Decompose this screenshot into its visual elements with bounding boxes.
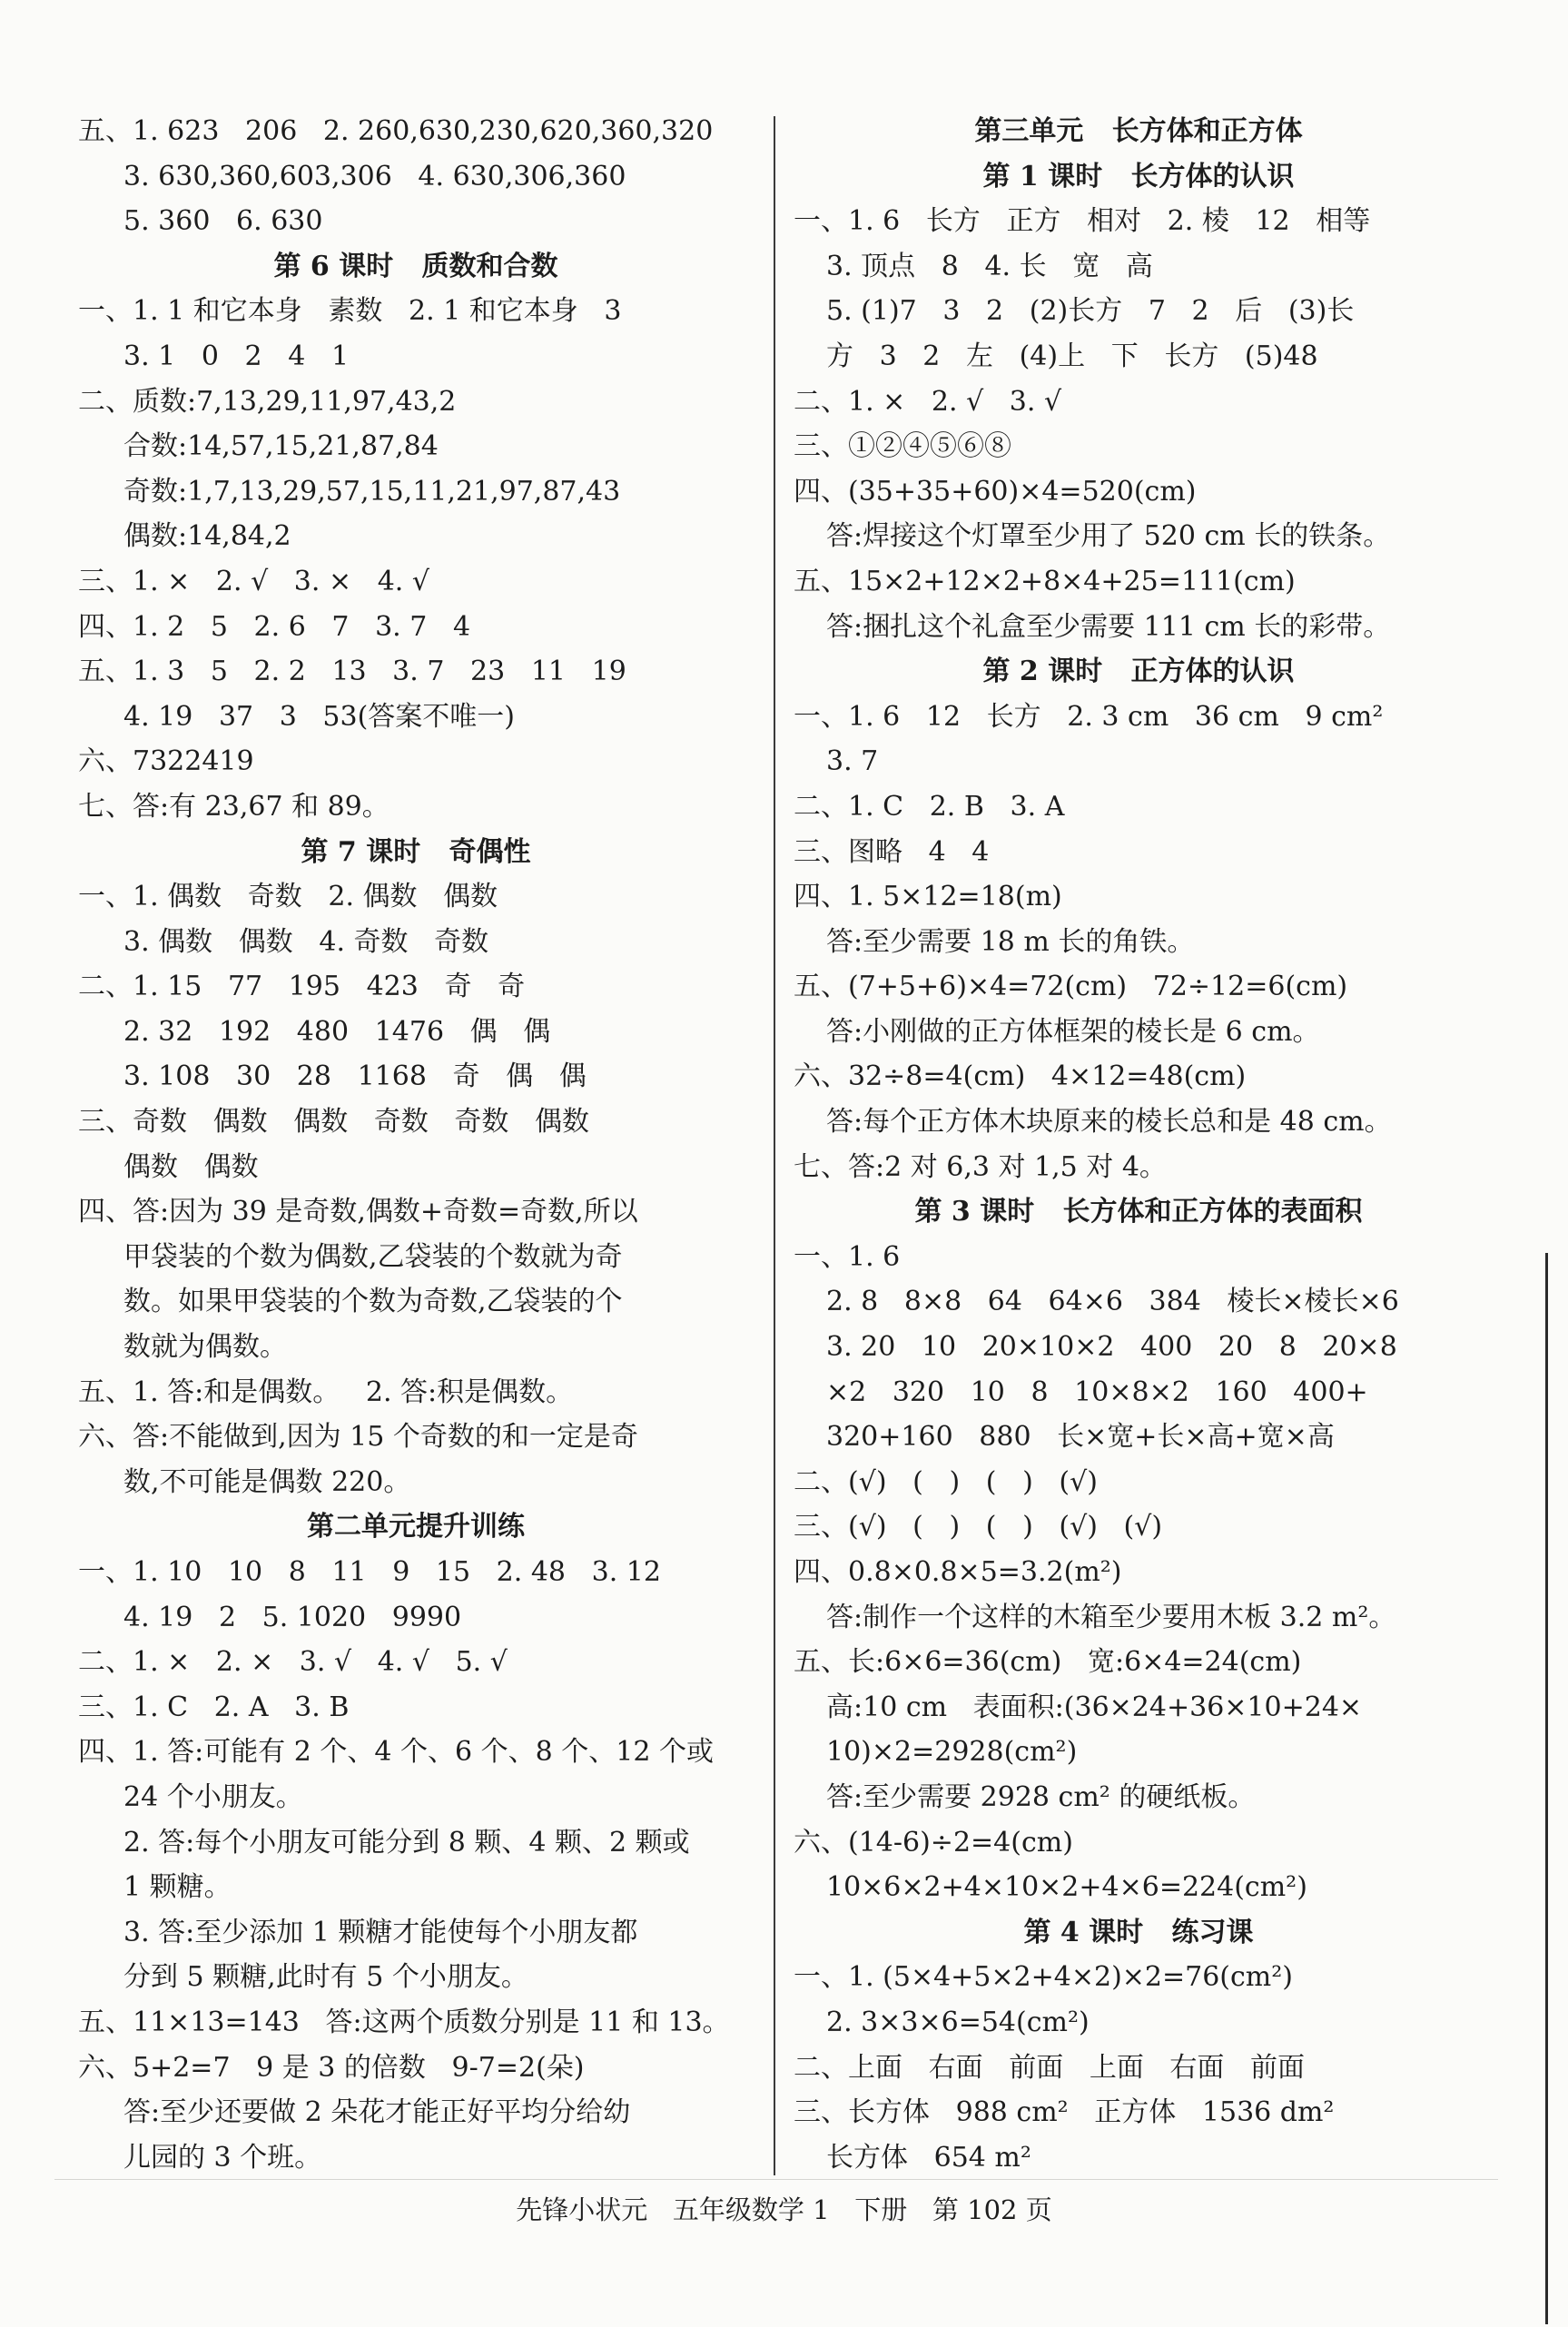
answer-line: 甲袋装的个数为偶数,乙袋装的个数就为奇 [123, 1240, 623, 1273]
answer-line: 奇数:1,7,13,29,57,15,11,21,97,87,43 [123, 475, 621, 508]
answer-line: 六、5+2=7 9 是 3 的倍数 9-7=2(朵) [78, 2051, 585, 2084]
footer-rule [54, 2179, 1498, 2180]
answer-line: 二、1. C 2. B 3. A [794, 790, 1065, 823]
answer-line: 5. (1)7 3 2 (2)长方 7 2 后 (3)长 [826, 295, 1355, 328]
answer-line: 五、1. 623 206 2. 260,630,230,620,360,320 [78, 115, 714, 147]
answer-line: 三、图略 4 4 [794, 835, 990, 868]
answer-line: 六、32÷8=4(cm) 4×12=48(cm) [794, 1060, 1247, 1093]
answer-line: 三、1. C 2. A 3. B [78, 1691, 350, 1723]
answer-line: 答:至少需要 18 m 长的角铁。 [826, 925, 1195, 958]
answer-line: 24 个小朋友。 [123, 1780, 303, 1813]
answer-line: 一、1. (5×4+5×2+4×2)×2=76(cm²) [794, 1961, 1293, 1994]
answer-line: 4. 19 37 3 53(答案不唯一) [123, 700, 516, 733]
answer-line: 三、长方体 988 cm² 正方体 1536 dm² [794, 2096, 1335, 2129]
right-column [794, 109, 1484, 2180]
page-footer: 先锋小状元 五年级数学 1 下册 第 102 页 [516, 2194, 1052, 2225]
answer-line: 3. 1 0 2 4 1 [123, 340, 350, 372]
answer-line: 偶数:14,84,2 [123, 520, 291, 553]
answer-line: 4. 19 2 5. 1020 9990 [123, 1601, 462, 1633]
answer-line: 2. 答:每个小朋友可能分到 8 颗、4 颗、2 颗或 [123, 1826, 690, 1859]
answer-line: 2. 3×3×6=54(cm²) [826, 2006, 1090, 2038]
answer-line: 方 3 2 左 (4)上 下 长方 (5)48 [826, 340, 1318, 372]
answer-line: 四、0.8×0.8×5=3.2(m²) [794, 1556, 1122, 1588]
answer-line: 五、15×2+12×2+8×4+25=111(cm) [794, 565, 1296, 597]
answer-line: 10×6×2+4×10×2+4×6=224(cm²) [826, 1871, 1307, 1904]
answer-line: 3. 7 [826, 745, 879, 778]
answer-line: 一、1. 6 [794, 1240, 901, 1273]
answer-line: 五、1. 3 5 2. 2 13 3. 7 23 11 19 [78, 656, 626, 688]
page-edge-mark [1545, 1253, 1548, 2324]
answer-line: 答:至少需要 2928 cm² 的硬纸板。 [826, 1780, 1256, 1813]
answer-line: 三、1. × 2. √ 3. × 4. √ [78, 565, 429, 597]
answer-line: 二、1. × 2. √ 3. √ [794, 385, 1062, 418]
answer-line: 偶数 偶数 [123, 1150, 259, 1183]
section-heading: 第 3 课时 长方体和正方体的表面积 [914, 1196, 1363, 1228]
answer-line: 答:至少还要做 2 朵花才能正好平均分给幼 [123, 2096, 631, 2129]
answer-line: 合数:14,57,15,21,87,84 [123, 430, 439, 463]
answer-line: 数,不可能是偶数 220。 [123, 1465, 411, 1498]
answer-line: 四、1. 2 5 2. 6 7 3. 7 4 [78, 610, 471, 643]
answer-line: 3. 顶点 8 4. 长 宽 高 [826, 250, 1153, 282]
section-heading: 第二单元提升训练 [307, 1511, 525, 1543]
answer-line: 四、1. 5×12=18(m) [794, 881, 1062, 913]
answer-line: 一、1. 6 长方 正方 相对 2. 棱 12 相等 [794, 205, 1371, 238]
section-heading: 第 7 课时 奇偶性 [301, 835, 531, 868]
answer-line: 长方体 654 m² [826, 2141, 1031, 2174]
answer-line: 二、1. 15 77 195 423 奇 奇 [78, 971, 526, 1003]
section-heading: 第三单元 长方体和正方体 [974, 115, 1303, 147]
answer-line: 答:每个正方体木块原来的棱长总和是 48 cm。 [826, 1106, 1392, 1139]
answer-line: 2. 8 8×8 64 64×6 384 棱长×棱长×6 [826, 1286, 1399, 1318]
answer-line: 3. 偶数 偶数 4. 奇数 奇数 [123, 925, 489, 958]
answer-line: 10)×2=2928(cm²) [826, 1736, 1078, 1769]
answer-line: ×2 320 10 8 10×8×2 160 400+ [826, 1375, 1368, 1408]
answer-line: 5. 360 6. 630 [123, 205, 323, 238]
answer-line: 六、(14-6)÷2=4(cm) [794, 1826, 1073, 1859]
answer-line: 答:焊接这个灯罩至少用了 520 cm 长的铁条。 [826, 520, 1391, 553]
left-column [78, 109, 754, 2180]
answer-line: 一、1. 偶数 奇数 2. 偶数 偶数 [78, 881, 498, 913]
answer-line: 一、1. 6 12 长方 2. 3 cm 36 cm 9 cm² [794, 700, 1384, 733]
answer-line: 四、1. 答:可能有 2 个、4 个、6 个、8 个、12 个或 [78, 1736, 715, 1769]
answer-line: 分到 5 颗糖,此时有 5 个小朋友。 [123, 1961, 528, 1994]
answer-line: 五、11×13=143 答:这两个质数分别是 11 和 13。 [78, 2006, 730, 2038]
answer-line: 四、(35+35+60)×4=520(cm) [794, 475, 1197, 508]
answer-line: 答:制作一个这样的木箱至少要用木板 3.2 m²。 [826, 1601, 1396, 1633]
section-heading: 第 1 课时 长方体的认识 [982, 160, 1295, 192]
answer-line: 数。如果甲袋装的个数为奇数,乙袋装的个 [123, 1286, 623, 1318]
answer-line: 答:小刚做的正方体框架的棱长是 6 cm。 [826, 1015, 1320, 1048]
answer-line: 儿园的 3 个班。 [123, 2141, 322, 2174]
answer-line: 3. 20 10 20×10×2 400 20 8 20×8 [826, 1331, 1397, 1364]
answer-line: 七、答:有 23,67 和 89。 [78, 790, 390, 823]
answer-line: 四、答:因为 39 是奇数,偶数+奇数=奇数,所以 [78, 1196, 638, 1228]
answer-line: 五、(7+5+6)×4=72(cm) 72÷12=6(cm) [794, 971, 1348, 1003]
answer-line: 一、1. 1 和它本身 素数 2. 1 和它本身 3 [78, 295, 622, 328]
column-divider [774, 116, 775, 2175]
section-heading: 第 6 课时 质数和合数 [273, 250, 558, 282]
answer-line: 三、①②④⑤⑥⑧ [794, 430, 1011, 463]
answer-line: 3. 630,360,603,306 4. 630,306,360 [123, 160, 626, 192]
answer-line: 3. 答:至少添加 1 颗糖才能使每个小朋友都 [123, 1916, 638, 1948]
answer-line: 五、长:6×6=36(cm) 宽:6×4=24(cm) [794, 1646, 1302, 1679]
answer-line: 三、奇数 偶数 偶数 奇数 奇数 偶数 [78, 1106, 590, 1139]
answer-line: 三、(√) ( ) ( ) (√) (√) [794, 1511, 1163, 1543]
answer-line: 2. 32 192 480 1476 偶 偶 [123, 1015, 551, 1048]
answer-line: 1 颗糖。 [123, 1871, 232, 1904]
answer-line: 一、1. 10 10 8 11 9 15 2. 48 3. 12 [78, 1556, 661, 1588]
answer-line: 高:10 cm 表面积:(36×24+36×10+24× [826, 1691, 1363, 1723]
answer-line: 六、7322419 [78, 745, 254, 778]
answer-line: 七、答:2 对 6,3 对 1,5 对 4。 [794, 1150, 1167, 1183]
answer-line: 二、上面 右面 前面 上面 右面 前面 [794, 2051, 1306, 2084]
answer-line: 六、答:不能做到,因为 15 个奇数的和一定是奇 [78, 1421, 638, 1454]
answer-line: 二、质数:7,13,29,11,97,43,2 [78, 385, 457, 418]
answer-line: 二、(√) ( ) ( ) (√) [794, 1465, 1098, 1498]
answer-line: 3. 108 30 28 1168 奇 偶 偶 [123, 1060, 587, 1093]
answer-line: 五、1. 答:和是偶数。 2. 答:积是偶数。 [78, 1375, 574, 1408]
section-heading: 第 2 课时 正方体的认识 [982, 656, 1295, 688]
answer-line: 数就为偶数。 [123, 1331, 287, 1364]
answer-line: 答:捆扎这个礼盒至少需要 111 cm 长的彩带。 [826, 610, 1391, 643]
answer-line: 320+160 880 长×宽+长×高+宽×高 [826, 1421, 1335, 1454]
section-heading: 第 4 课时 练习课 [1023, 1916, 1254, 1948]
answer-line: 二、1. × 2. × 3. √ 4. √ 5. √ [78, 1646, 508, 1679]
